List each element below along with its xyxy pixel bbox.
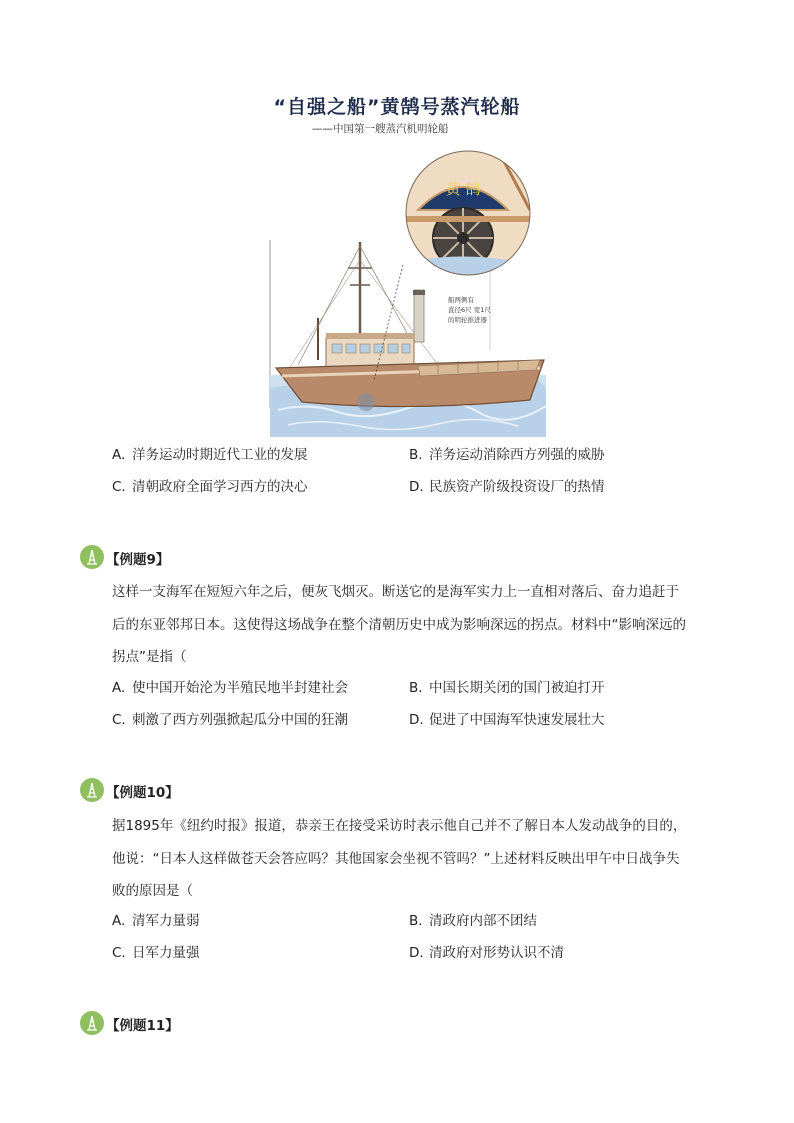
example-9-question bbox=[112, 576, 716, 674]
example-10-label: 【例题10】 bbox=[106, 785, 179, 801]
tower-icon bbox=[80, 545, 104, 569]
question-line: 拐点”是指（ bbox=[112, 649, 187, 665]
option-a[interactable]: A. 清军力量弱 bbox=[112, 913, 200, 929]
example-9-label: 【例题9】 bbox=[106, 552, 170, 568]
callout-line-1: 船两侧有 bbox=[448, 296, 474, 304]
option-a[interactable]: A. 洋务运动时期近代工业的发展 bbox=[112, 447, 308, 463]
figure-subtitle: ——中国第一艘蒸汽机明轮船 bbox=[312, 123, 449, 135]
option-c[interactable]: C. 刺激了西方列强掀起瓜分中国的狂潮 bbox=[112, 712, 348, 728]
question-line: 他说：“日本人这样做苍天会答应吗？其他国家会坐视不管吗？”上述材料反映出甲午中日战争失 bbox=[112, 850, 680, 867]
option-b[interactable]: B. 清政府内部不团结 bbox=[409, 913, 537, 929]
option-a[interactable]: A. 使中国开始沦为半殖民地半封建社会 bbox=[112, 680, 348, 696]
option-b[interactable]: B. 中国长期关闭的国门被迫打开 bbox=[409, 680, 605, 696]
question-line: 败的原因是（ bbox=[112, 883, 193, 899]
option-d[interactable]: D. 清政府对形势认识不清 bbox=[409, 945, 564, 961]
figure-title: “自强之船”黄鹄号蒸汽轮船 bbox=[273, 96, 521, 118]
callout-line-3: 的明轮推进器 bbox=[448, 316, 487, 324]
question-line: 后的东亚邻邦日本。这使得这场战争在整个清朝历史中成为影响深远的拐点。材料中“影响深远的 bbox=[112, 616, 686, 633]
example-11-label: 【例题11】 bbox=[106, 1018, 179, 1034]
option-d[interactable]: D. 民族资产阶级投资设厂的热情 bbox=[409, 479, 605, 495]
option-d[interactable]: D. 促进了中国海军快速发展壮大 bbox=[409, 712, 605, 728]
question-line: 据1895年《纽约时报》报道，恭亲王在接受采访时表示他自己并不了解日本人发动战争的目的， bbox=[112, 818, 687, 834]
magnified-ship-name: 黄 鹄 bbox=[445, 180, 481, 198]
option-b[interactable]: B. 洋务运动消除西方列强的威胁 bbox=[409, 447, 605, 463]
callout-line-2: 直径6尺 宽1尺 bbox=[448, 306, 491, 314]
option-c[interactable]: C. 日军力量强 bbox=[112, 945, 200, 961]
example-10-question bbox=[112, 810, 716, 908]
steamship-illustration bbox=[268, 150, 550, 438]
option-c[interactable]: C. 清朝政府全面学习西方的决心 bbox=[112, 479, 308, 495]
tower-icon bbox=[80, 1011, 104, 1035]
question-line: 这样一支海军在短短六年之后，便灰飞烟灭。断送它的是海军实力上一直相对落后、奋力追赶于 bbox=[112, 584, 679, 600]
tower-icon bbox=[80, 778, 104, 802]
